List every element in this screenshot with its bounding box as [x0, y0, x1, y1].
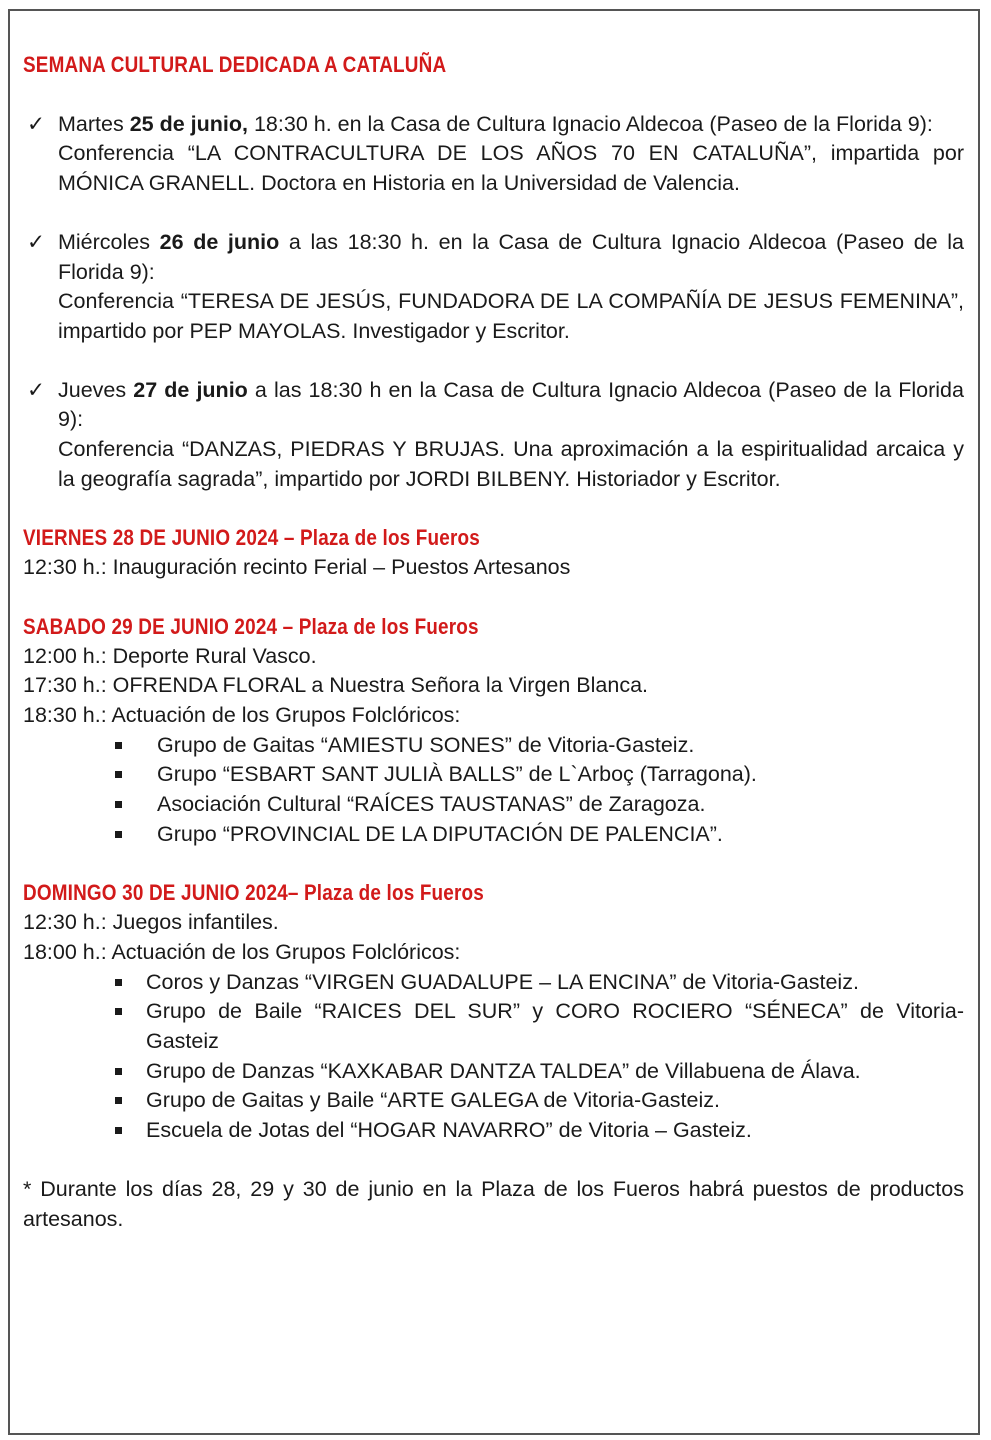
list-item [23, 997, 964, 1056]
group-name: Grupo “PROVINCIAL DE LA DIPUTACIÓN DE PALENCIA”. [157, 821, 723, 846]
square-bullet-icon [115, 1008, 122, 1015]
group-name: Grupo de Danzas “KAXKABAR DANTZA TALDEA” de Villabuena de Álava. [146, 1058, 861, 1083]
square-bullet-icon [115, 831, 122, 838]
conference-place: 18:30 h. en la Casa de Cultura Ignacio Aldecoa (Paseo de la Florida 9): [253, 111, 933, 136]
schedule-line: 17:30 h.: OFRENDA FLORAL a Nuestra Señora la Virgen Blanca. [23, 673, 649, 698]
schedule-line: 12:30 h.: Inauguración recinto Ferial – Puestos Artesanos [23, 555, 571, 580]
conference-when [58, 376, 964, 435]
group-name: Grupo “ESBART SANT JULIÀ BALLS” de L`Arboç (Tarragona). [157, 762, 757, 787]
conference-description: Conferencia “TERESA DE JESÚS, FUNDADORA DE LA COMPAÑÍA DE JESUS FEMENINA”, impartido por PEP MAYOLAS. Investigador y Escritor. [58, 289, 964, 343]
list-item [23, 790, 964, 820]
square-bullet-icon [115, 742, 122, 749]
sunday-groups-list [23, 968, 964, 1146]
square-bullet-icon [115, 1127, 122, 1134]
list-item [23, 1116, 964, 1146]
page-title: SEMANA CULTURAL DEDICADA A CATALUÑA [23, 52, 447, 77]
footnote: * Durante los días 28, 29 y 30 de junio en la Plaza de los Fueros habrá puestos de productos artesanos. [23, 1176, 964, 1231]
conference-date: 25 de junio, [129, 111, 248, 136]
square-bullet-icon [115, 1068, 122, 1075]
group-name: Coros y Danzas “VIRGEN GUADALUPE – LA ENCINA” de Vitoria-Gasteiz. [146, 969, 859, 994]
square-bullet-icon [115, 1097, 122, 1104]
saturday-heading: SABADO 29 DE JUNIO 2024 – Plaza de los Fueros [23, 613, 479, 639]
conference-date: 26 de junio [159, 229, 280, 254]
list-item [23, 1057, 964, 1087]
conference-day: Martes [58, 111, 124, 136]
list-item [23, 968, 964, 998]
group-name: Grupo de Gaitas “AMIESTU SONES” de Vitoria-Gasteiz. [157, 732, 695, 757]
conference-date: 27 de junio [133, 377, 248, 402]
group-name: Grupo de Baile “RAICES DEL SUR” y CORO ROCIERO “SÉNECA” de Vitoria-Gasteiz [146, 999, 964, 1053]
check-icon: ✓ [26, 229, 45, 254]
check-icon: ✓ [26, 111, 45, 136]
group-name: Grupo de Gaitas y Baile “ARTE GALEGA de Vitoria-Gasteiz. [146, 1088, 720, 1113]
conference-item [23, 110, 964, 199]
conference-when [58, 228, 964, 287]
conference-place: a las 18:30 h. en la Casa de Cultura Ignacio Aldecoa (Paseo de la Florida 9): [58, 229, 964, 284]
schedule-line: 12:00 h.: Deporte Rural Vasco. [23, 643, 317, 668]
friday-heading: VIERNES 28 DE JUNIO 2024 – Plaza de los Fueros [23, 525, 480, 551]
group-name: Escuela de Jotas del “HOGAR NAVARRO” de Vitoria – Gasteiz. [146, 1118, 752, 1143]
sunday-heading: DOMINGO 30 DE JUNIO 2024– Plaza de los Fueros [23, 880, 484, 906]
program-document [23, 50, 964, 1234]
conference-description: Conferencia “DANZAS, PIEDRAS Y BRUJAS. Una aproximación a la espiritualidad arcaica y la geografía sagrada”, impartido por JORDI BILBENY. Historiador y Escritor. [58, 437, 964, 491]
conference-item [23, 376, 964, 495]
conference-item [23, 228, 964, 347]
saturday-groups-list [23, 731, 964, 850]
square-bullet-icon [115, 771, 122, 778]
square-bullet-icon [115, 801, 122, 808]
schedule-line: 18:00 h.: Actuación de los Grupos Folclóricos: [23, 939, 461, 964]
schedule-line: 18:30 h.: Actuación de los Grupos Folclóricos: [23, 702, 461, 727]
schedule-line: 12:30 h.: Juegos infantiles. [23, 910, 279, 935]
list-item [23, 731, 964, 761]
check-icon: ✓ [26, 377, 45, 402]
group-name: Asociación Cultural “RAÍCES TAUSTANAS” de Zaragoza. [157, 792, 706, 817]
square-bullet-icon [115, 979, 122, 986]
conference-day: Jueves [58, 377, 127, 402]
list-item [23, 820, 964, 850]
conference-description: Conferencia “LA CONTRACULTURA DE LOS AÑOS 70 EN CATALUÑA”, impartida por MÓNICA GRANELL. Doctora en Historia en la Universidad de Valencia. [58, 141, 964, 196]
list-item [23, 1086, 964, 1116]
conference-when [58, 110, 964, 140]
list-item [23, 760, 964, 790]
conference-place: a las 18:30 h en la Casa de Cultura Ignacio Aldecoa (Paseo de la Florida 9): [58, 377, 964, 432]
conference-day: Miércoles [58, 229, 150, 254]
